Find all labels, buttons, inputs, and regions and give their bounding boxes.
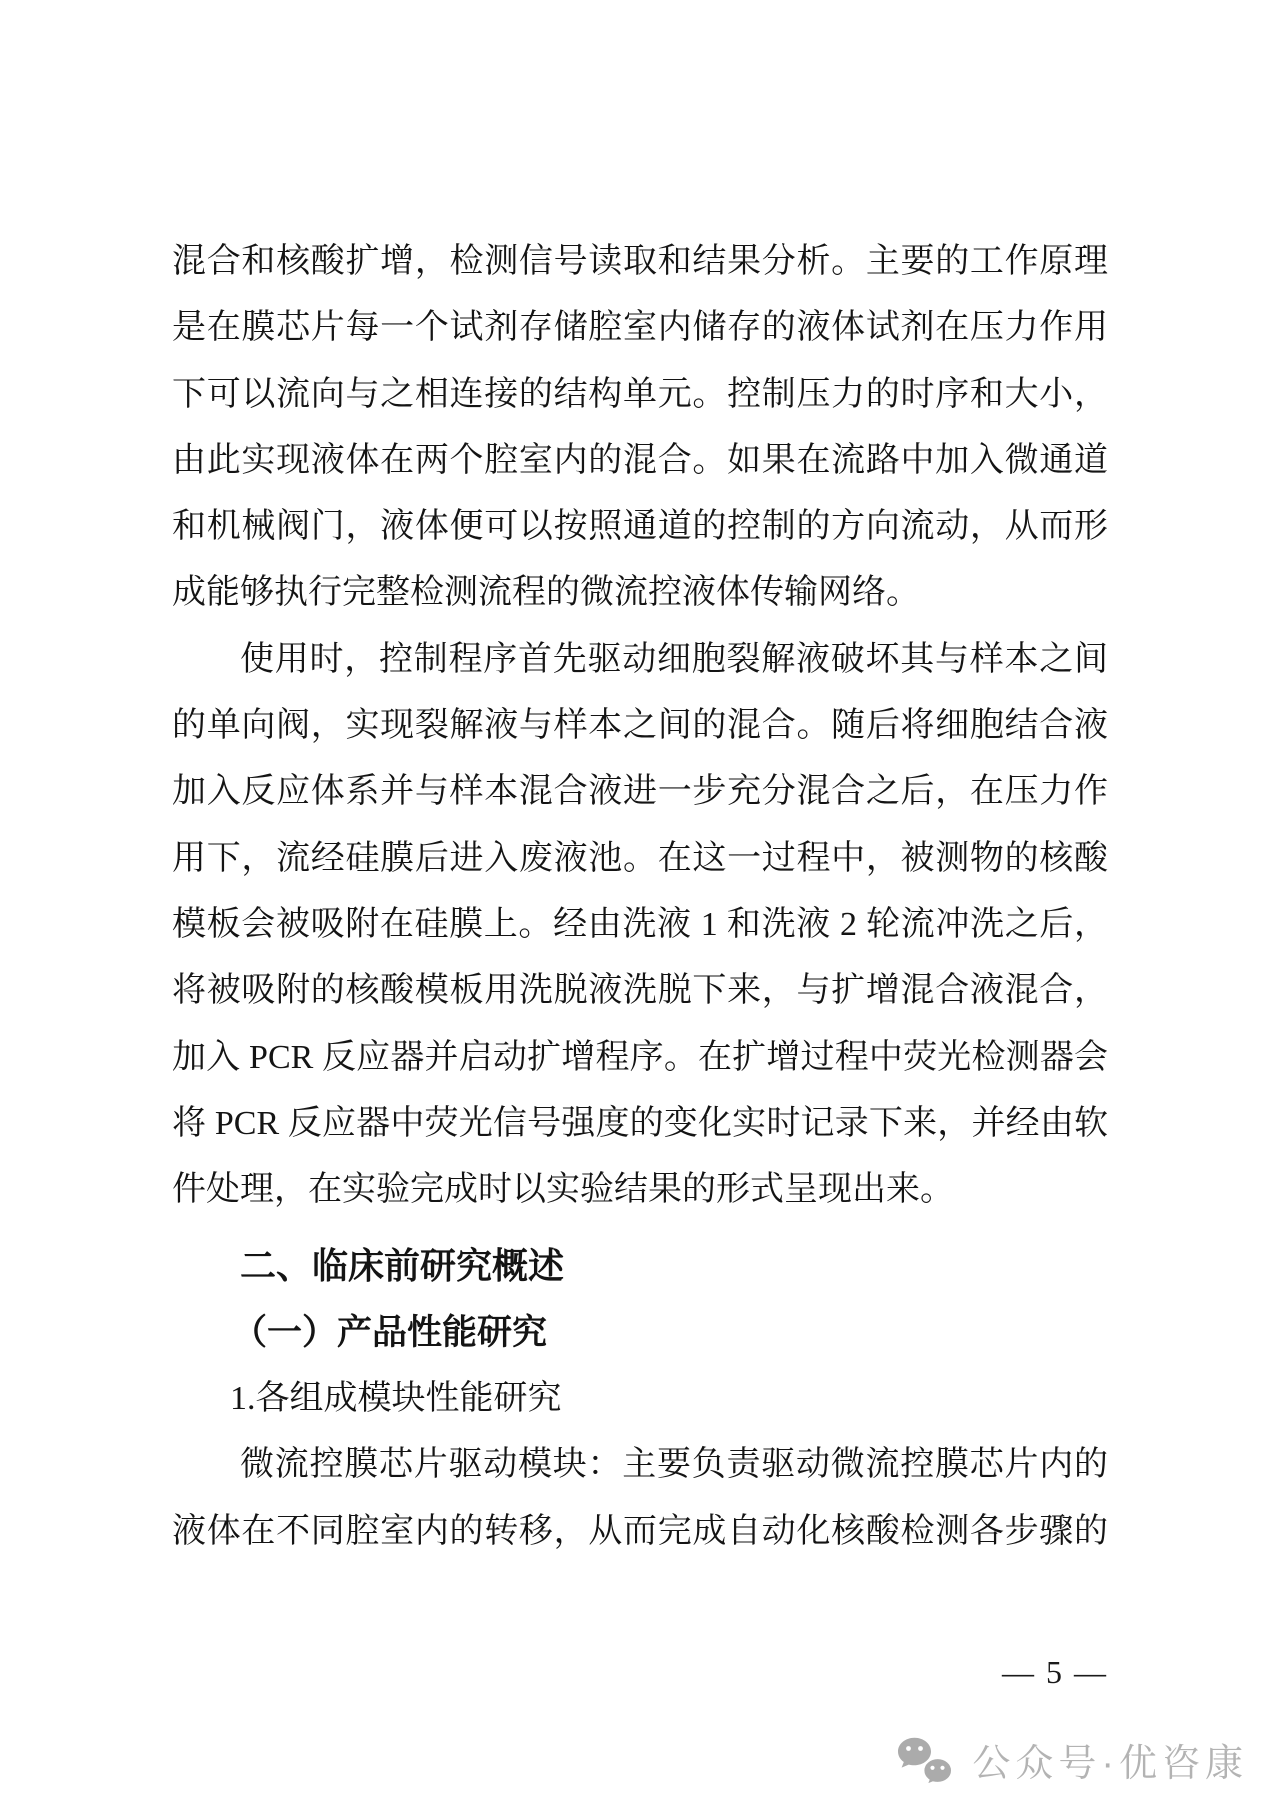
document-body <box>172 229 1108 1565</box>
wechat-bubbles-icon <box>892 1736 958 1792</box>
body-line: 和机械阀门，液体便可以按照通道的控制的方向流动，从而形 <box>172 508 1108 546</box>
watermark-text: 公众号·优咨康 <box>972 1743 1248 1785</box>
body-line: 模板会被吸附在硅膜上。经由洗液 1 和洗液 2 轮流冲洗之后， <box>172 905 1108 943</box>
body-line: 混合和核酸扩增，检测信号读取和结果分析。主要的工作原理 <box>172 243 1108 280</box>
body-line: 成能够执行完整检测流程的微流控液体传输网络。 <box>172 574 920 612</box>
body-line: 将被吸附的核酸模板用洗脱液洗脱下来，与扩增混合液混合， <box>172 972 1108 1010</box>
body-line: 使用时，控制程序首先驱动细胞裂解液破坏其与样本之间 <box>240 640 1108 678</box>
body-line: 下可以流向与之相连接的结构单元。控制压力的时序和大小， <box>172 375 1108 413</box>
body-line: 由此实现液体在两个腔室内的混合。如果在流路中加入微通道 <box>172 441 1108 479</box>
numbered-item-heading: 1.各组成模块性能研究 <box>230 1380 562 1418</box>
body-line: 件处理，在实验完成时以实验结果的形式呈现出来。 <box>172 1171 954 1209</box>
body-line: 用下，流经硅膜后进入废液池。在这一过程中，被测物的核酸 <box>172 839 1108 877</box>
body-line: 液体在不同腔室内的转移，从而完成自动化核酸检测各步骤的 <box>172 1512 1108 1550</box>
subsection-heading: （一）产品性能研究 <box>232 1312 548 1352</box>
body-line: 的单向阀，实现裂解液与样本之间的混合。随后将细胞结合液 <box>172 707 1108 745</box>
body-line: 加入 PCR 反应器并启动扩增程序。在扩增过程中荧光检测器会 <box>172 1038 1108 1076</box>
section-heading: 二、临床前研究概述 <box>240 1245 565 1287</box>
body-line: 将 PCR 反应器中荧光信号强度的变化实时记录下来，并经由软 <box>172 1104 1108 1142</box>
body-line: 微流控膜芯片驱动模块：主要负责驱动微流控膜芯片内的 <box>240 1446 1108 1484</box>
watermark <box>892 1736 1248 1792</box>
body-line: 加入反应体系并与样本混合液进一步充分混合之后，在压力作 <box>172 773 1108 811</box>
body-line: 是在膜芯片每一个试剂存储腔室内储存的液体试剂在压力作用 <box>172 309 1108 347</box>
page-number: — 5 — <box>1002 1654 1108 1690</box>
